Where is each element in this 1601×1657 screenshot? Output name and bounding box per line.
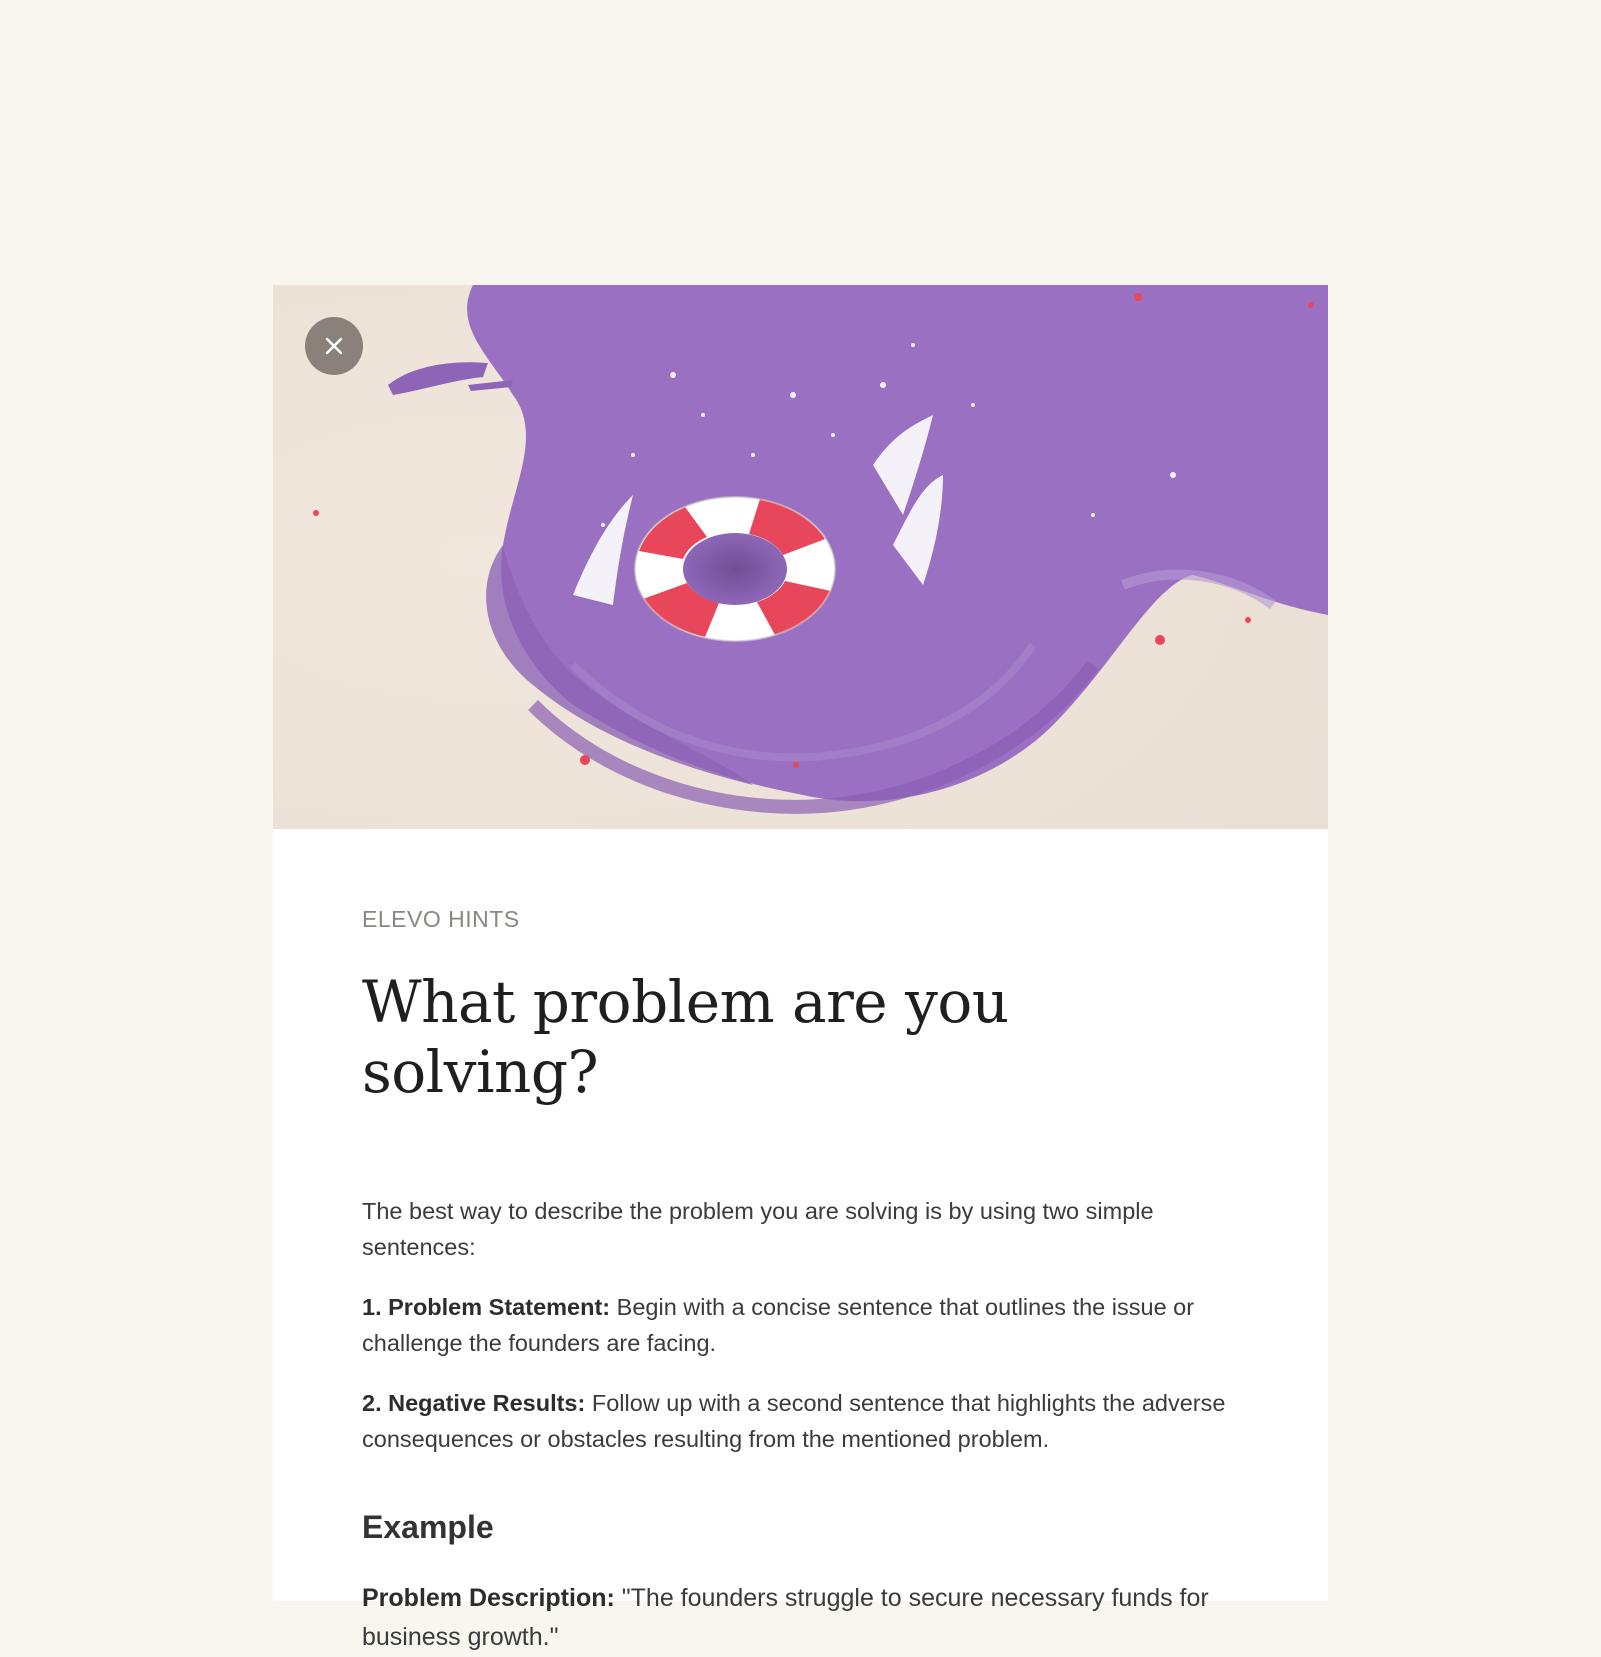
example-label: Problem Description:	[362, 1584, 615, 1612]
point-text: Follow up with a second sentence that highlights the adverse consequences or obstacles resulting from the mentioned problem.	[362, 1390, 1226, 1452]
hint-content	[273, 829, 1328, 1657]
life-ring	[635, 497, 835, 641]
hint-modal	[273, 285, 1328, 1651]
life-ring-illustration	[273, 285, 1328, 829]
hint-title: What problem are you solving?	[362, 968, 1009, 1106]
example-text: "The founders struggle to secure necessary funds for business growth."	[362, 1584, 1209, 1651]
close-button[interactable]	[305, 317, 363, 375]
point-label: 1. Problem Statement:	[362, 1294, 611, 1320]
point-problem-statement	[362, 1289, 1239, 1361]
point-label: 2. Negative Results:	[362, 1390, 586, 1416]
close-icon	[323, 335, 345, 357]
example-description	[362, 1579, 1239, 1657]
point-negative-results	[362, 1385, 1239, 1457]
hero-image	[273, 285, 1328, 829]
point-text: Begin with a concise sentence that outlines the issue or challenge the founders are facing.	[362, 1294, 1195, 1356]
example-heading: Example	[362, 1509, 494, 1545]
intro-paragraph: The best way to describe the problem you are solving is by using two simple sentences:	[362, 1198, 1154, 1260]
hint-eyebrow: ELEVO HINTS	[362, 906, 520, 932]
